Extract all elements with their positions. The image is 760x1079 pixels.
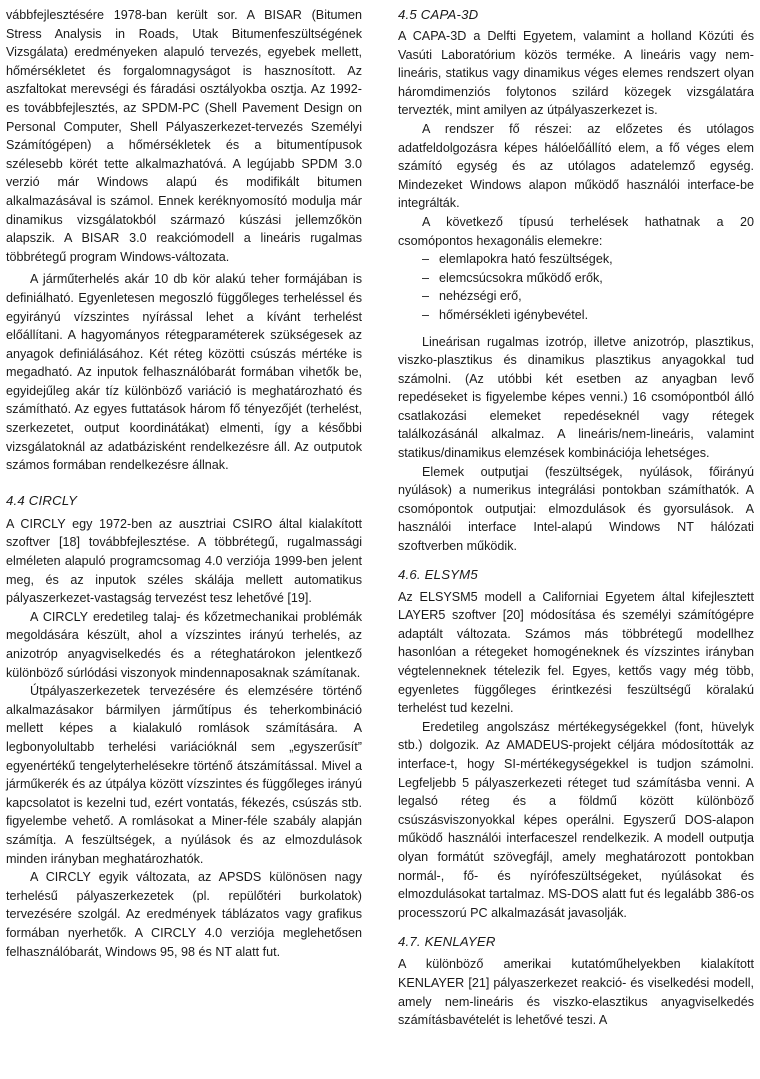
heading-capa-3d: 4.5 CAPA-3D xyxy=(398,7,479,22)
load-types-list xyxy=(398,250,754,324)
list-item: – nehézségi erő, xyxy=(422,287,754,306)
paragraph-capa-loads: A következő típusú terhelések hathatnak a 20 csomópontos hexagonális elemekre: xyxy=(398,214,754,248)
paragraph-vehicle-load: A járműterhelés akár 10 db kör alakú teher formájában is definiálható. Egyenletesen megoszló függőleges terheléssel és egyirányú vízszintes nyírással lehet a kívánt terhelést előállítani. A hagyományos rétegparaméterek szükségesek az anyagok definiálásához. Két réteg közötti csúszás mértéke is megadható. Az inputok felhasználóbarát formában vihetők be, egyidejűleg akár tíz különböző variáció is meghatározható és számítható. Az egyes futtatások három fő tényezőjét (terhelést, szerkezetet, output koordinátákat) elmenti, így a későbbi vizsgálatoknál az adatbázisként rendelkezésre áll. Az outputok számos formában rendelkezésre állnak. xyxy=(6,272,362,473)
list-item: – hőmérsékleti igénybevétel. xyxy=(422,306,754,325)
list-item: – elemcsúcsokra működő erők, xyxy=(422,269,754,288)
paragraph-circly-intro: A CIRCLY egy 1972-ben az ausztriai CSIRO által kialakított szoftver [18] továbbfejlesztése. A többrétegű, rugalmassági elméleten alapuló programcsomag 4.0 verziója 1999-ben jelent meg, és az inputok széles skálája mellett automatikus pályaszerkezet-vastagság tervezést tesz lehetővé [19]. xyxy=(6,516,362,606)
left-column xyxy=(6,6,362,961)
paragraph-capa-intro: A CAPA-3D a Delfti Egyetem, valamint a holland Közúti és Vasúti Laboratórium közös terméke. A lineáris vagy nem-lineáris, statikus vagy dinamikus véges elemes rendszert olyan háromdimenziós folytonos szilárd közegek vizsgálatára tervezték, mint amilyen az útpályaszerkezet is. xyxy=(398,29,754,118)
heading-elsym5: 4.6. ELSYM5 xyxy=(398,566,478,582)
list-item: – elemlapokra ható feszültségek, xyxy=(422,250,754,269)
heading-kenlayer: 4.7. KENLAYER xyxy=(398,934,496,950)
paragraph-bisar-continuation: vábbfejlesztésére 1978-ban került sor. A BISAR (Bitumen Stress Analysis in Roads, Utak Bitumenfeszültségének Vizsgálata) eredményeken alapuló tervezés, egyebek mellett, hőmérsékletet és forgalomnagyságot is hasznosított. Az aszfaltokat merevségi és fáradási osztályokba osztja. Az 1992-es továbbfejlesztés, az SPDM-PC (Shell Pavement Design on Personal Computer, Shell Pályaszerkezet-tervezés Személyi Számítógépen) a hőmérsékletek és a bitumentípusok szélesebb körét tette alkalmazhatóvá. A legújabb SPDM 3.0 verzió már Windows alapú és modifikált bitumen alkalmazásával is számol. Ennek keréknyomosító modulja már dinamikus vizsgálatokból származó kúszási jellemzőkön alapszik. A BISAR 3.0 reakciómodell a lineáris rugalmas többrétegű program Windows-változata. xyxy=(6,8,362,264)
paragraph-kenlayer-intro: A különböző amerikai kutatóműhelyekben kialakított KENLAYER [21] pályaszerkezet reakció- és viselkedési modell, amely nem-lineáris és viszko-elasztikus anyagviselkedés számításbavételét is lehetővé teszi. A xyxy=(398,957,754,1028)
paragraph-capa-parts: A rendszer fő részei: az előzetes és utólagos adatfeldolgozásra képes hálóelőállító elem, a fő véges elem számító egység és az utólagos adatelemző egység. Mindezeket Windows alapon működő használói interface-be integrálták. xyxy=(398,121,754,211)
paragraph-circly-apsds: A CIRCLY egyik változata, az APSDS különösen nagy terhelésű pályaszerkezetek (pl. repülőtéri burkolatok) tervezésére szolgál. Az eredmények táblázatos vagy grafikus formában nyerhetők. A CIRCLY 4.0 verziója meglehetősen felhasználóbarát, Windows 95, 98 és NT alatt fut. xyxy=(6,870,362,959)
paragraph-elsym5-units: Eredetileg angolszász mértékegységekkel (font, hüvelyk stb.) dolgozik. Az AMADEUS-projekt céljára módosították az interface-t, hogy SI-mértékegységekkel is tudjon számolni. Legfeljebb 5 pályaszerkezeti réteget tud számításba venni. A legalsó réteg és a földmű között különböző csúszásviszonyokkal képes operálni. Egyszerű DOS-alapon működő használói interfaceszel rendelkezik. A modell outputja olyan formátút szövegfájl, amely meghatározott pontokban normál-, fő- és nyírófeszültségeket, nyúlásokat és elmozdulásokat tartalmaz. MS-DOS alatt fut és legalább 386-os processzorú PC alkalmazását javasolják. xyxy=(398,719,754,920)
right-column xyxy=(398,6,754,1030)
paragraph-elsym5-intro: Az ELSYSM5 modell a Californiai Egyetem által kifejlesztett LAYER5 szoftver [20] módosítása és személyi számítógépre adaptált változata. Számos más többrétegű modellhez hasonlóan a rétegeket homogéneknek és vízszintes irányban végtelenneknek tételezik fel. Egyes, kettős vagy még több, egyenletes függőleges érintkezési feszültségű köralakú terhelést tud kezelni. xyxy=(398,589,754,716)
paragraph-capa-outputs: Elemek outputjai (feszültségek, nyúlások, főirányú nyúlások) a numerikus integrálási pontokban számíthatók. A csomópontok outputjai: elmozdulások és gyorsulások. A használói interface Intel-alapú Windows NT hálózati szoftverben működik. xyxy=(398,464,754,554)
heading-circly: 4.4 CIRCLY xyxy=(6,492,78,508)
paragraph-capa-materials: Lineárisan rugalmas izotróp, illetve anizotróp, plasztikus, viszko-plasztikus és dinamikus plasztikus anyagokkal tud számolni. (Az utóbbi két esetben az anyagban levő repedéseket is figyelembe képes venni.) 16 csomópontból álló csatlakozási elemeket repedéseknél vagy rétegek találkozásánál alkalmaz. A lineáris/nem-lineáris, valamint statikus/dinamikus elemzések kombinációja lehetséges. xyxy=(398,334,754,461)
paragraph-circly-road-design: Útpályaszerkezetek tervezésére és elemzésére történő alkalmazásakor bármilyen járműtípus és teherkombináció mellett képes a kialakuló romlások számítására. A legbonyolultabb terhelési variációknál sem „egyszerűsít” egyenértékű tengelyterhelésekre történő átszámítással. Mivel a járműkerék és az útpálya között vízszintes és függőleges irányú kapcsolatot is kezelni tud, ezért vontatás, fékezés, csúszás stb. figyelembe vehető. A romlásokat a Miner-féle szabály alapján számítja. A feszültségek, a nyúlások és az elmozdulások minden irányban meghatározhatók. xyxy=(6,684,362,866)
paragraph-circly-origin: A CIRCLY eredetileg talaj- és kőzetmechanikai problémák megoldására készült, ahol a vízszintes irányú terhelés, az anizotróp anyagviselkedés és a réteghatárokon jelentkező különböző súrlódási viszonyok mindennaposaknak számítanak. xyxy=(6,609,362,680)
